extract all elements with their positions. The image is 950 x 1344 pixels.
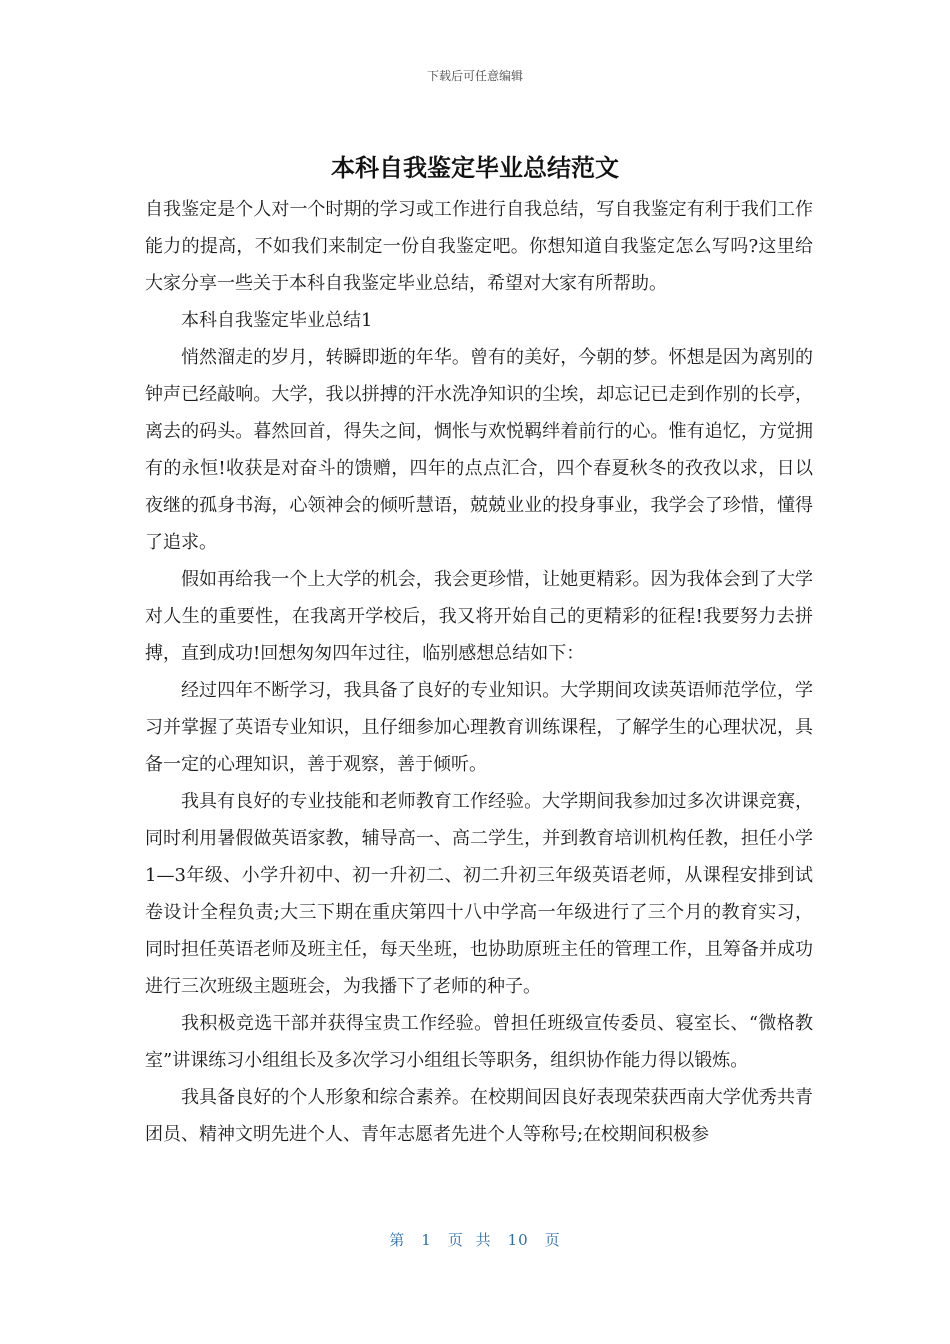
paragraph: 假如再给我一个上大学的机会，我会更珍惜，让她更精彩。因为我体会到了大学对人生的重要性，在我离开学校后，我又将开始自己的更精彩的征程!我要努力去拼搏，直到成功!回想匆匆四年过往，临别感想总结如下：: [145, 569, 813, 664]
paragraph: 我具有良好的专业技能和老师教育工作经验。大学期间我参加过多次讲课竞赛，同时利用暑假做英语家教，辅导高一、高二学生，并到教育培训机构任教，担任小学1—3年级、小学升初中、初一升初二、初二升初三年级英语老师，从课程安排到试卷设计全程负责;大三下期在重庆第四十八中学高一年级进行了三个月的教育实习，同时担任英语老师及班主任，每天坐班，也协助原班主任的管理工作，且筹备并成功进行三次班级主题班会，为我播下了老师的种子。: [145, 791, 813, 997]
page-footer: [0, 1229, 950, 1250]
total-pages-number: 10: [507, 1231, 529, 1249]
paragraph: 我具备良好的个人形象和综合素养。在校期间因良好表现荣获西南大学优秀共青团员、精神文明先进个人、青年志愿者先进个人等称号;在校期间积极参: [145, 1087, 813, 1145]
paragraph: 经过四年不断学习，我具备了良好的专业知识。大学期间攻读英语师范学位，学习并掌握了英语专业知识，且仔细参加心理教育训练课程，了解学生的心理状况，具备一定的心理知识，善于观察，善于倾听。: [145, 680, 813, 775]
paragraph: 我积极竞选干部并获得宝贵工作经验。曾担任班级宣传委员、寝室长、“微格教室”讲课练习小组组长及多次学习小组组长等职务，组织协作能力得以锻炼。: [145, 1013, 813, 1071]
current-page-number: 1: [421, 1231, 432, 1249]
document-title: 本科自我鉴定毕业总结范文: [331, 154, 619, 182]
footer-middle: 页 共: [447, 1231, 492, 1249]
document-body: [145, 191, 813, 1153]
footer-prefix: 第: [389, 1231, 406, 1249]
header-note: 下载后可任意编辑: [426, 69, 523, 83]
footer-suffix: 页: [544, 1231, 561, 1249]
paragraph-intro: 自我鉴定是个人对一个时期的学习或工作进行自我总结，写自我鉴定有利于我们工作能力的提高，不如我们来制定一份自我鉴定吧。你想知道自我鉴定怎么写吗?这里给大家分享一些关于本科自我鉴定毕业总结，希望对大家有所帮助。: [145, 199, 813, 294]
section-heading: 本科自我鉴定毕业总结1: [181, 310, 373, 331]
paragraph: 悄然溜走的岁月，转瞬即逝的年华。曾有的美好，今朝的梦。怀想是因为离别的钟声已经敲响。大学，我以拼搏的汗水洗净知识的尘埃，却忘记已走到作别的长亭，离去的码头。暮然回首，得失之间，惆怅与欢悦羁绊着前行的心。惟有追忆，方觉拥有的永恒!收获是对奋斗的馈赠，四年的点点汇合，四个春夏秋冬的孜孜以求，日以夜继的孤身书海，心领神会的倾听慧语，兢兢业业的投身事业，我学会了珍惜，懂得了追求。: [145, 347, 813, 553]
